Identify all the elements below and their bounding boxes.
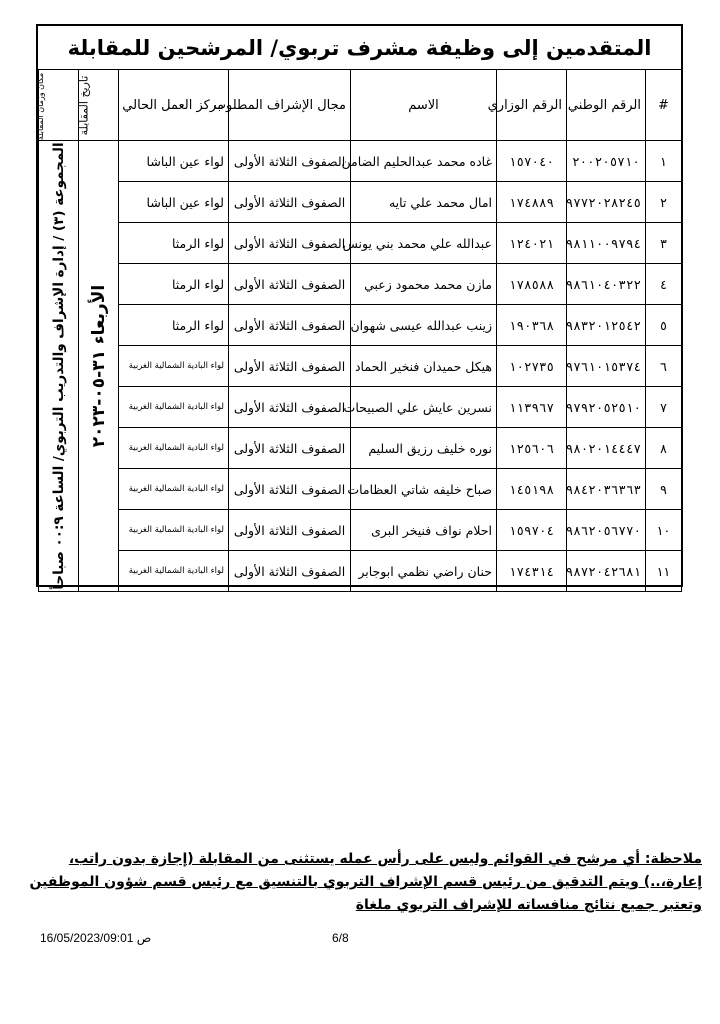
table-row: [39, 182, 682, 223]
supervision-field: الصفوف الثلاثة الأولى: [229, 469, 351, 510]
ministry-number: ١٢٥٦٠٦: [497, 428, 567, 469]
candidate-name: امال محمد علي تايه: [351, 182, 497, 223]
current-workplace: لواء البادية الشمالية الغربية: [119, 428, 229, 469]
candidate-name: صباح خليفه شاتي العظامات: [351, 469, 497, 510]
national-number: ٩٨٤٢٠٣٦٣٦٣: [567, 469, 646, 510]
candidates-table: [35, 69, 682, 592]
ministry-number: ١٧٨٥٨٨: [497, 264, 567, 305]
header-supervision-field: مجال الإشراف المطلوب: [229, 70, 351, 141]
table-row: [39, 469, 682, 510]
supervision-field: الصفوف الثلاثة الأولى: [229, 428, 351, 469]
supervision-field: الصفوف الثلاثة الأولى: [229, 551, 351, 592]
interview-date-cell: [79, 141, 119, 592]
row-number: ٧: [646, 387, 682, 428]
ministry-number: ١٢٤٠٢١: [497, 223, 567, 264]
table-header-row: [39, 70, 682, 141]
row-number: ٣: [646, 223, 682, 264]
supervision-field: الصفوف الثلاثة الأولى: [229, 305, 351, 346]
national-number: ٩٨٦١٠٤٠٣٢٢: [567, 264, 646, 305]
header-interview-place-text: مكان وزمان المقابلة: [35, 72, 45, 140]
national-number: ٢٠٠٢٠٥٧١٠: [567, 141, 646, 182]
current-workplace: لواء عين الباشا: [119, 141, 229, 182]
supervision-field: الصفوف الثلاثة الأولى: [229, 141, 351, 182]
supervision-field: الصفوف الثلاثة الأولى: [229, 387, 351, 428]
ministry-number: ١٤٥١٩٨: [497, 469, 567, 510]
ministry-number: ١٠٢٧٣٥: [497, 346, 567, 387]
footer-datetime: 16/05/2023/09:01 ص: [40, 931, 152, 945]
supervision-field: الصفوف الثلاثة الأولى: [229, 182, 351, 223]
header-interview-date-text: تاريخ المقابلة: [77, 75, 91, 135]
row-number: ٦: [646, 346, 682, 387]
interview-date: الأربعاء ٣١-٠٥-٢٠٢٣: [88, 284, 109, 448]
current-workplace: لواء الرمثا: [119, 264, 229, 305]
header-current-workplace: مركز العمل الحالي: [119, 70, 229, 141]
row-number: ٢: [646, 182, 682, 223]
current-workplace: لواء البادية الشمالية الغربية: [119, 551, 229, 592]
national-number: ٩٧٦١٠١٥٣٧٤: [567, 346, 646, 387]
row-number: ١١: [646, 551, 682, 592]
current-workplace: لواء البادية الشمالية الغربية: [119, 387, 229, 428]
footer-page-number: 6/8: [332, 931, 349, 945]
national-number: ٩٧٧٢٠٢٨٢٤٥: [567, 182, 646, 223]
ministry-number: ١٧٤٨٨٩: [497, 182, 567, 223]
table-row: [39, 346, 682, 387]
current-workplace: لواء البادية الشمالية الغربية: [119, 510, 229, 551]
table-row: [39, 223, 682, 264]
ministry-number: ١٩٠٣٦٨: [497, 305, 567, 346]
table-row: [39, 141, 682, 182]
interview-place: المجموعة (٣) / إدارة الإشراف والتدريب التربوي/ الساعة ٠٠:٩ صباحاً: [50, 142, 67, 590]
current-workplace: لواء الرمثا: [119, 305, 229, 346]
candidate-name: احلام نواف فنيخر البرى: [351, 510, 497, 551]
header-ministry-number: الرقم الوزاري: [497, 70, 567, 141]
table-row: [39, 305, 682, 346]
candidate-name: نسرين عايش علي الصبيحات: [351, 387, 497, 428]
page-title: المتقدمين إلى وظيفة مشرف تربوي/ المرشحين للمقابلة: [38, 26, 681, 70]
national-number: ٩٧٩٢٠٥٢٥١٠: [567, 387, 646, 428]
ministry-number: ١٧٤٣١٤: [497, 551, 567, 592]
current-workplace: لواء عين الباشا: [119, 182, 229, 223]
table-row: [39, 551, 682, 592]
row-number: ٥: [646, 305, 682, 346]
header-name: الاسم: [351, 70, 497, 141]
supervision-field: الصفوف الثلاثة الأولى: [229, 223, 351, 264]
national-number: ٩٨٦٢٠٥٦٧٧٠: [567, 510, 646, 551]
row-number: ١٠: [646, 510, 682, 551]
row-number: ١: [646, 141, 682, 182]
candidate-name: هيكل حميدان فنخير الحماد: [351, 346, 497, 387]
ministry-number: ١١٣٩٦٧: [497, 387, 567, 428]
current-workplace: لواء البادية الشمالية الغربية: [119, 346, 229, 387]
current-workplace: لواء البادية الشمالية الغربية: [119, 469, 229, 510]
header-national-number: الرقم الوطني: [567, 70, 646, 141]
header-num: #: [646, 70, 682, 141]
row-number: ٩: [646, 469, 682, 510]
table-row: [39, 264, 682, 305]
supervision-field: الصفوف الثلاثة الأولى: [229, 264, 351, 305]
national-number: ٩٨٧٢٠٤٢٦٨١: [567, 551, 646, 592]
candidate-name: مازن محمد محمود زعبي: [351, 264, 497, 305]
table-row: [39, 387, 682, 428]
national-number: ٩٨١١٠٠٩٧٩٤: [567, 223, 646, 264]
row-number: ٨: [646, 428, 682, 469]
national-number: ٩٨٣٢٠١٢٥٤٢: [567, 305, 646, 346]
ministry-number: ١٥٧٠٤٠: [497, 141, 567, 182]
table-row: [39, 428, 682, 469]
row-number: ٤: [646, 264, 682, 305]
candidate-name: عبدالله علي محمد بني يونس: [351, 223, 497, 264]
candidate-name: غاده محمد عبدالحليم الضامن: [351, 141, 497, 182]
candidate-name: حنان راضي نظمي ابوجابر: [351, 551, 497, 592]
candidate-name: نوره خليف رزيق السليم: [351, 428, 497, 469]
header-interview-date: [79, 70, 119, 141]
note-text: ملاحظة: أي مرشح في القوائم وليس على رأس عمله يستثنى من المقابلة (إجازة بدون راتب، إعارة،..) ويتم التدقيق من رئيس قسم الإشراف التربوي بالتنسيق مع رئيس قسم شؤون الموظفين وتعتبر جميع نتائج منافساته للإشراف التربوي ملغاة: [29, 851, 702, 913]
national-number: ٩٨٠٢٠١٤٤٤٧: [567, 428, 646, 469]
table-row: [39, 510, 682, 551]
candidate-name: زينب عبدالله عيسى شهوان: [351, 305, 497, 346]
supervision-field: الصفوف الثلاثة الأولى: [229, 510, 351, 551]
table-body: [39, 141, 682, 592]
supervision-field: الصفوف الثلاثة الأولى: [229, 346, 351, 387]
interview-place-cell: [39, 141, 79, 592]
ministry-number: ١٥٩٧٠٤: [497, 510, 567, 551]
candidates-table-frame: [35, 24, 683, 590]
current-workplace: لواء الرمثا: [119, 223, 229, 264]
